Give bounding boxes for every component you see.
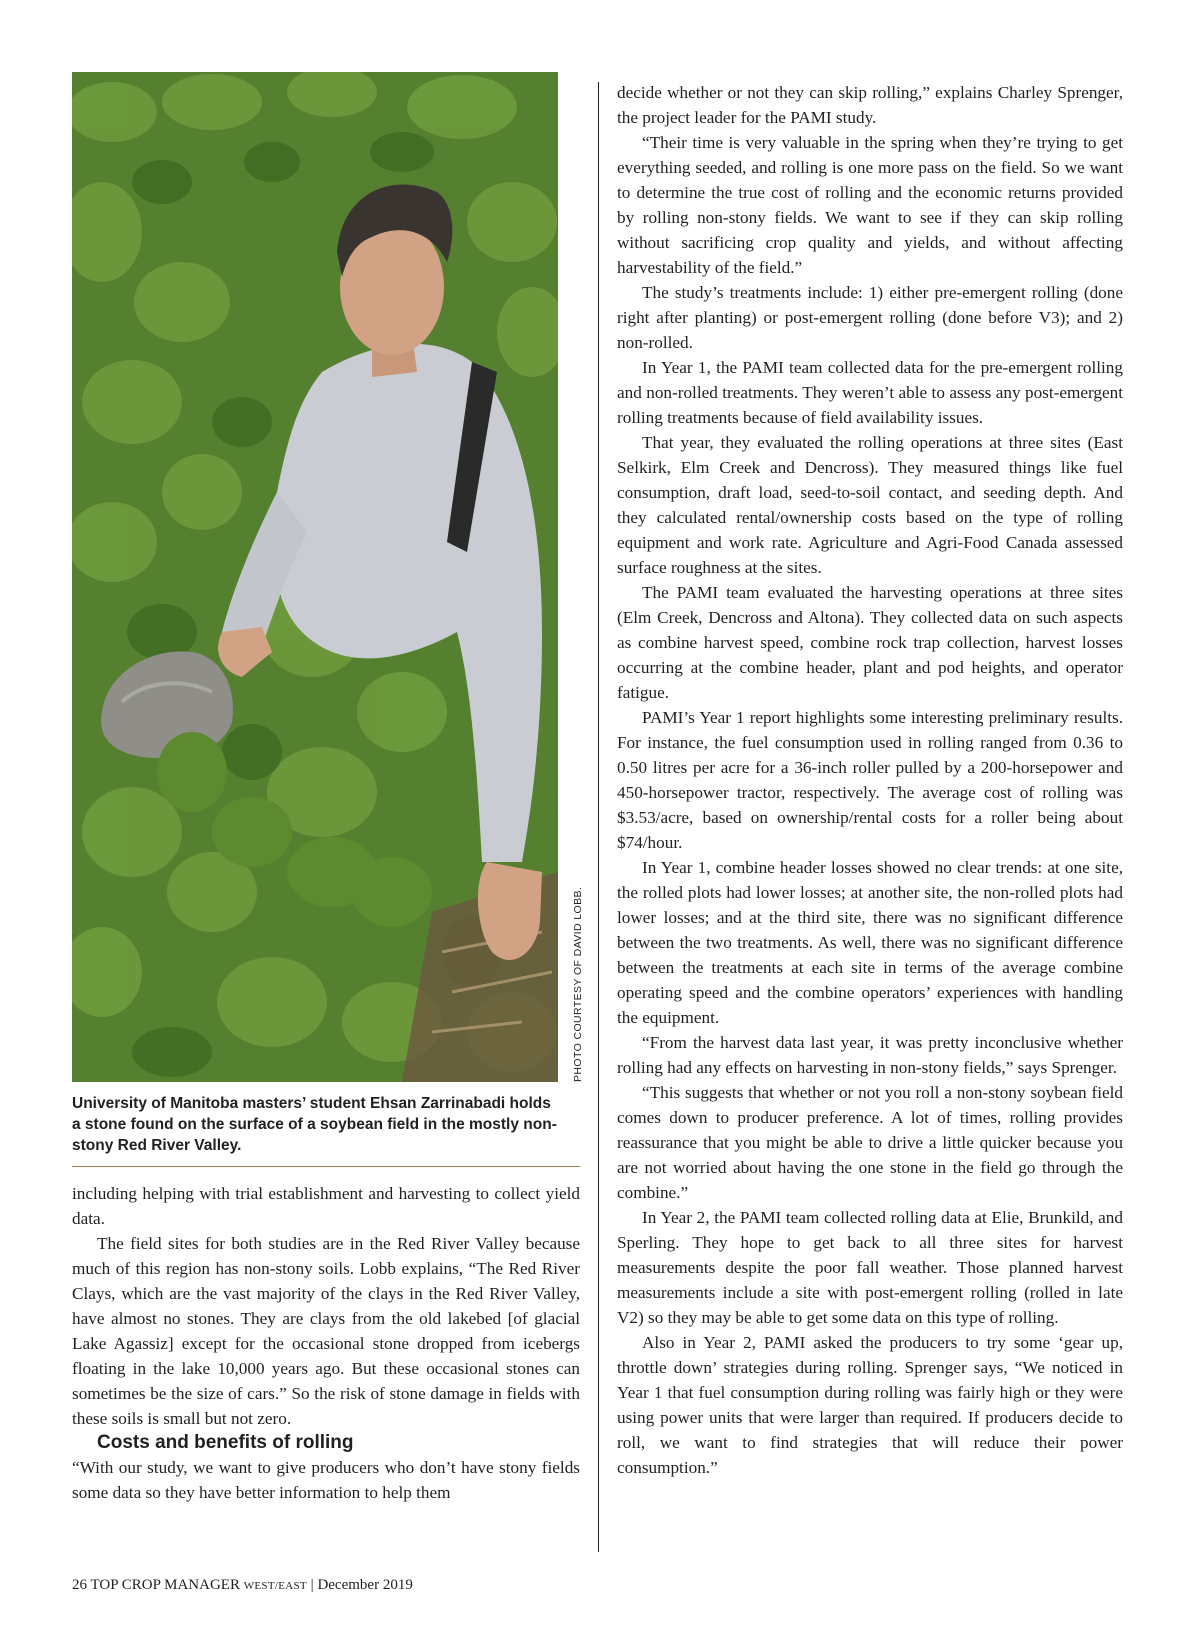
paragraph: “Their time is very valuable in the spring when they’re trying to get everything seeded, and rolling is one more pass on the field. So we want to determine the true cost of rolling and the economic returns provided by rolling non-stony fields. We want to see if they can skip rolling without sacrificing crop quality and yields, and without affecting harvestability of the field.”: [617, 133, 1123, 277]
paragraph: The field sites for both studies are in the Red River Valley because much of this region has non-stony soils. Lobb explains, “The Red River Clays, which are the vast majority of the clays in the Red River Valley, have almost no stones. They are clays from the old lakebed [of glacial Lake Agassiz] except for the occasional stone dropped from icebergs floating in the lake 10,000 years ago. But these occasional stones can sometimes be the size of cars.” So the risk of stone damage in fields with these soils is small but not zero.: [72, 1234, 580, 1428]
paragraph: In Year 2, the PAMI team collected rolling data at Elie, Brunkild, and Sperling. They hope to get back to all three sites for harvest measurements despite the poor fall weather. Those planned harvest measurements include a site with post-emergent rolling (rolled in late V2) so they may be able to get some data on this type of rolling.: [617, 1208, 1123, 1327]
paragraph: In Year 1, combine header losses showed no clear trends: at one site, the rolled plots had lower losses; at another site, the non-rolled plots had lower losses; and at the third site, there was no significant difference between the two treatments. As well, there was no significant difference between the treatments at each site in terms of the average combine operating speed and the combine operators’ experiences with handling the equipment.: [617, 858, 1123, 1027]
paragraph: “From the harvest data last year, it was pretty inconclusive whether rolling had any effects on harvesting in non-stony fields,” says Sprenger.: [617, 1033, 1123, 1077]
paragraph: The study’s treatments include: 1) either pre-emergent rolling (done right after planting) or post-emergent rolling (done before V3); and 2) non-rolled.: [617, 283, 1123, 352]
paragraph: The PAMI team evaluated the harvesting operations at three sites (Elm Creek, Dencross and Altona). They collected data on such aspects as combine harvest speed, combine rock trap collection, harvest losses occurring at the combine header, plant and pod heights, and operator fatigue.: [617, 583, 1123, 702]
paragraph: In Year 1, the PAMI team collected data for the pre-emergent rolling and non-rolled treatments. They weren’t able to assess any post-emergent rolling treatments because of field availability issues.: [617, 358, 1123, 427]
paragraph: PAMI’s Year 1 report highlights some interesting preliminary results. For instance, the fuel consumption used in rolling ranged from 0.36 to 0.50 litres per acre for a 36-inch roller pulled by a 200-horsepower and 450-horsepower tractor, respectively. The average cost of rolling was $3.53/acre, based on ownership/rental costs for a roller being about $74/hour.: [617, 708, 1123, 852]
photo-caption: University of Manitoba masters’ student Ehsan Zarrinabadi holds a stone found on the surface of a soybean field in the mostly non-stony Red River Valley.: [72, 1095, 557, 1154]
column-divider: [598, 82, 599, 1552]
paragraph: decide whether or not they can skip rolling,” explains Charley Sprenger, the project leader for the PAMI study.: [617, 83, 1123, 127]
soybean-field-photo: [72, 72, 558, 1082]
right-column: [617, 80, 1123, 1480]
paragraph: Also in Year 2, PAMI asked the producers to try some ‘gear up, throttle down’ strategies during rolling. Sprenger says, “We noticed in Year 1 that fuel consumption during rolling was fairly high or they were using power units that were larger than required. If producers decide to roll, we want to find strategies that will reduce their power consumption.”: [617, 1333, 1123, 1477]
page-footer: [72, 1577, 413, 1594]
caption-divider: [72, 1166, 580, 1167]
paragraph: including helping with trial establishment and harvesting to collect yield data.: [72, 1184, 580, 1228]
edition-label: WEST/EAST: [243, 1580, 307, 1592]
magazine-name: TOP CROP MANAGER: [90, 1577, 240, 1593]
left-column: [72, 1181, 580, 1505]
article-photo: [72, 72, 558, 1082]
issue-date: December 2019: [317, 1577, 413, 1593]
paragraph: “With our study, we want to give producers who don’t have stony fields some data so they have better information to help them: [72, 1458, 580, 1502]
section-heading: Costs and benefits of rolling: [97, 1432, 354, 1453]
footer-separator: |: [310, 1577, 314, 1593]
photo-credit: PHOTO COURTESY OF DAVID LOBB.: [572, 886, 584, 1082]
page-number: 26: [72, 1577, 87, 1593]
paragraph: “This suggests that whether or not you roll a non-stony soybean field comes down to producer preference. A lot of times, rolling provides reassurance that you might be able to drive a little quicker because you are not worried about having the one stone in the field go through the combine.”: [617, 1083, 1123, 1202]
paragraph: That year, they evaluated the rolling operations at three sites (East Selkirk, Elm Creek and Dencross). They measured things like fuel consumption, draft load, seed-to-soil contact, and seeding depth. And they calculated rental/ownership costs based on the type of rolling equipment and work rate. Agriculture and Agri-Food Canada assessed surface roughness at the sites.: [617, 433, 1123, 577]
